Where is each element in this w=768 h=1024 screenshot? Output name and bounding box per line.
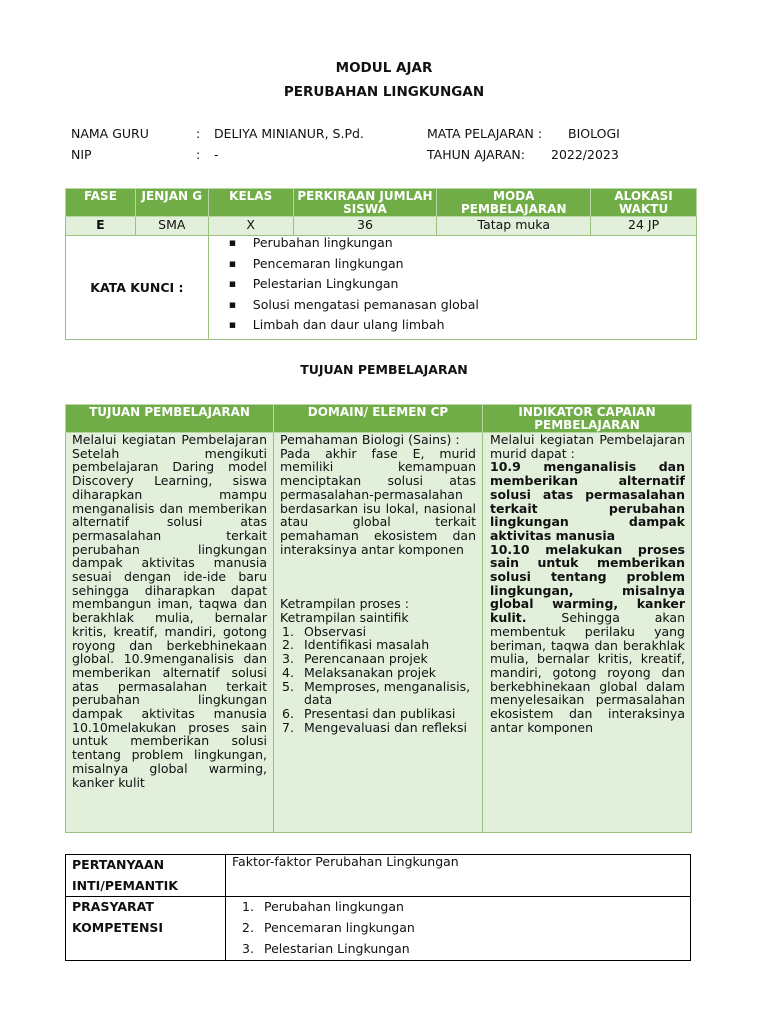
indikator-point-2: 10.10 melakukan proses sain untuk memberikan solusi tentang problem lingkungan, misalnya global warming, kanker kulit. [490, 541, 685, 626]
list-text: Mengevaluasi dan refleksi [304, 719, 467, 735]
header-kelas: KELAS [208, 189, 293, 217]
pertanyaan-value: Faktor-faktor Perubahan Lingkungan [226, 855, 691, 897]
nama-guru-separator: : [196, 126, 201, 141]
header-fase: FASE [66, 189, 136, 217]
prasyarat-value [226, 897, 691, 960]
indikator-rest: Sehingga akan membentuk perilaku yang beriman, taqwa dan berakhlak mulia, bernalar kritis, kreatif, mandiri, gotong royong dan berkebhinekaan global dalam menyelesaikan permasalahan ekosistem dan interaksinya antar komponen [490, 610, 685, 735]
list-item [280, 721, 476, 735]
list-number: 1. [282, 623, 294, 639]
list-number: 3. [282, 651, 294, 667]
domain-cell [274, 433, 483, 833]
list-number: 7. [282, 719, 294, 735]
prasyarat-label-b: KOMPETENSI [72, 920, 164, 936]
pertanyaan-label-b: INTI/PEMANTIK [72, 877, 178, 893]
list-item [280, 652, 476, 666]
list-item: ▪ Pelestarian Lingkungan [229, 274, 696, 295]
prasyarat-label-a: PRASYARAT [72, 899, 154, 915]
prasyarat-label [66, 897, 226, 960]
nama-guru-value: DELIYA MINIANUR, S.Pd. [214, 126, 364, 141]
header-moda: MODA PEMBELAJARAN [437, 189, 591, 217]
list-item [280, 680, 476, 707]
prasyarat-list [232, 897, 684, 959]
cell-alokasi: 24 JP [591, 217, 697, 236]
kata-kunci-list-cell [208, 236, 696, 340]
header-alokasi: ALOKASI WAKTU [591, 189, 697, 217]
list-text: Memproses, menganalisis, data [304, 678, 471, 708]
kata-kunci-list [209, 233, 696, 336]
tujuan-heading: TUJUAN PEMBELAJARAN [300, 362, 468, 377]
list-item [280, 707, 476, 721]
header-domain: DOMAIN/ ELEMEN CP [274, 405, 483, 433]
list-item: ▪ Limbah dan daur ulang limbah [229, 315, 696, 336]
pertanyaan-label-a: PERTANYAAN [72, 857, 165, 872]
competency-table [65, 854, 691, 961]
cell-jenjang: SMA [135, 217, 208, 236]
indikator-cell [483, 433, 692, 833]
list-item [232, 939, 684, 960]
list-number: 2. [242, 920, 254, 936]
list-text: Perencanaan projek [304, 651, 428, 667]
list-item [280, 666, 476, 680]
indikator-point-1: 10.9 menganalisis dan memberikan alternatif solusi atas permasalahan terkait perubahan lingkungan dampak aktivitas manusia [490, 459, 685, 543]
nip-value: - [214, 147, 219, 162]
nip-label: NIP [71, 147, 92, 162]
info-table [65, 188, 697, 340]
list-text: Pelestarian Lingkungan [264, 940, 410, 956]
list-text: Perubahan lingkungan [264, 899, 404, 915]
tujuan-table [65, 404, 692, 833]
list-number: 2. [282, 637, 294, 653]
list-item [232, 918, 684, 939]
document-title: MODUL AJAR [335, 60, 433, 76]
list-number: 1. [242, 899, 254, 915]
list-text: Pencemaran lingkungan [264, 920, 415, 936]
list-number: 6. [282, 705, 294, 721]
tahun-ajaran-label: TAHUN AJARAN: [427, 147, 525, 162]
skill-subtitle: Ketrampilan saintifik [280, 610, 409, 626]
nip-separator: : [196, 147, 201, 162]
cell-moda: Tatap muka [437, 217, 591, 236]
list-text: Presentasi dan publikasi [304, 705, 456, 721]
header-indikator: INDIKATOR CAPAIAN PEMBELAJARAN [483, 405, 692, 433]
cell-jumlah-siswa: 36 [293, 217, 437, 236]
skill-list [280, 625, 476, 735]
pertanyaan-label [66, 855, 226, 897]
cell-kelas: X [208, 217, 293, 236]
list-item: ▪ Solusi mengatasi pemanasan global [229, 295, 696, 316]
tujuan-text: Melalui kegiatan Pembelajaran Setelah mengikuti pembelajaran Daring model Discovery Learning, siswa diharapkan mampu menganalisis dan memberikan alternatif solusi atas permasalahan terkait perubahan lingkungan dampak aktivitas manusia sesuai dengan ide-ide baru sehingga diharapkan dapat membangun iman, taqwa dan berakhlak mulia, bernalar kritis, kreatif, mandiri, gotong royong dan berkebhinekaan global. 10.9menganalisis dan memberikan alternatif solusi atas permasalahan terkait perubahan lingkungan dampak aktivitas manusia 10.10melakukan proses sain untuk memberikan solusi tentang problem lingkungan, misalnya global warming, kanker kulit [66, 433, 274, 833]
list-item [280, 638, 476, 652]
domain-intro: Pemahaman Biologi (Sains) : [280, 432, 460, 447]
list-item [280, 625, 476, 639]
tahun-ajaran-value: 2022/2023 [551, 147, 619, 162]
list-text: Melaksanakan projek [304, 664, 437, 680]
list-item [232, 897, 684, 918]
nama-guru-label: NAMA GURU [71, 126, 149, 141]
list-text: Identifikasi masalah [304, 637, 430, 653]
mata-pelajaran-label: MATA PELAJARAN : [427, 126, 543, 141]
skill-title: Ketrampilan proses : [280, 596, 409, 612]
kata-kunci-label: KATA KUNCI : [66, 236, 209, 340]
list-number: 4. [282, 664, 294, 680]
list-item: ▪ Pencemaran lingkungan [229, 254, 696, 275]
list-item: ▪ Perubahan lingkungan [229, 233, 696, 254]
header-tujuan: TUJUAN PEMBELAJARAN [66, 405, 274, 433]
cell-fase: E [66, 217, 136, 236]
list-number: 3. [242, 940, 254, 956]
list-text: Observasi [304, 623, 367, 639]
domain-text: Pada akhir fase E, murid memiliki kemampuan menciptakan solusi atas permasalahan-permasalahan berdasarkan isu lokal, nasional atau global terkait pemahaman ekosistem dan interaksinya antar komponen [280, 445, 476, 557]
header-jumlah-siswa: PERKIRAAN JUMLAH SISWA [293, 189, 437, 217]
header-jenjang: JENJAN G [135, 189, 208, 217]
list-number: 5. [282, 678, 294, 694]
indikator-intro: Melalui kegiatan Pembelajaran murid dapat : [490, 432, 685, 461]
document-subtitle: PERUBAHAN LINGKUNGAN [283, 84, 485, 100]
mata-pelajaran-value: BIOLOGI [568, 126, 620, 141]
